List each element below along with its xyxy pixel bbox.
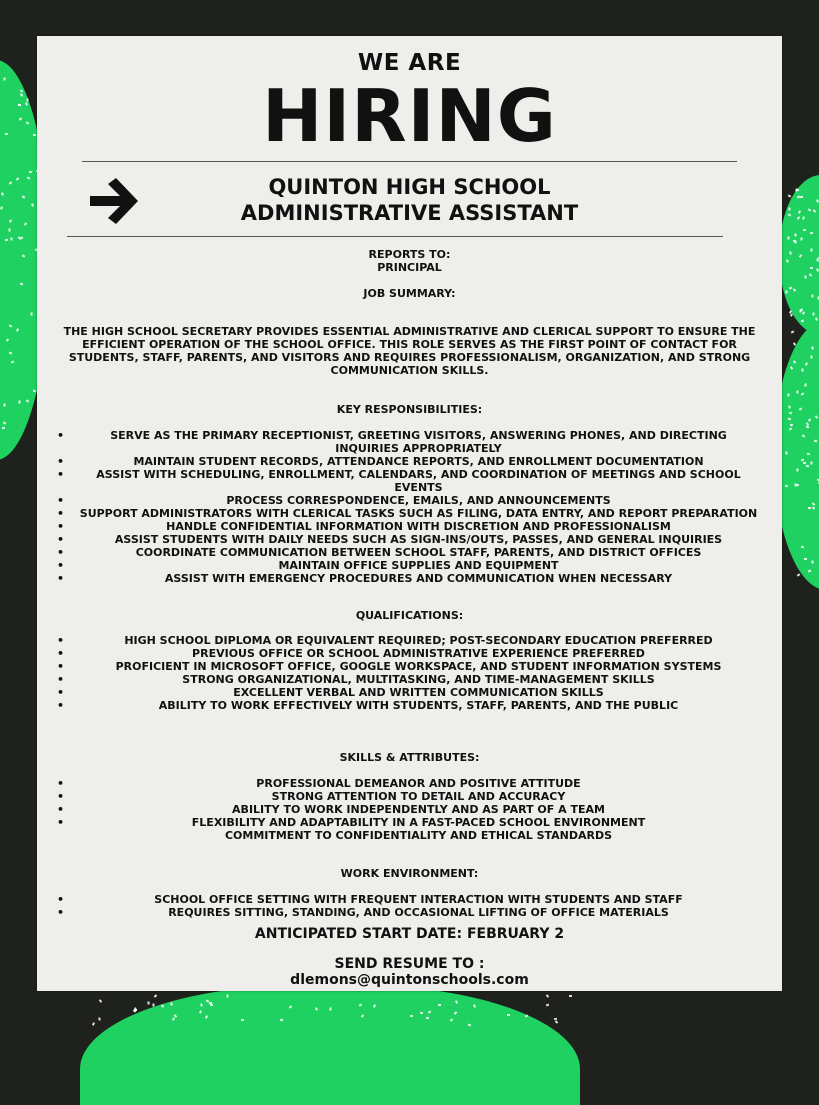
list-item: • STRONG ATTENTION TO DETAIL AND ACCURACY (37, 790, 782, 803)
speck (800, 195, 803, 197)
speck (811, 294, 813, 297)
speck (812, 312, 814, 315)
arrow-right-icon (90, 176, 145, 226)
work-environment-list (37, 893, 782, 919)
list-item: • PROFICIENT IN MICROSOFT OFFICE, GOOGLE WORKSPACE, AND STUDENT INFORMATION SYSTEMS (37, 660, 782, 673)
speck (794, 483, 797, 486)
list-item: • PROCESS CORRESPONDENCE, EMAILS, AND ANNOUNCEMENTS (37, 494, 782, 507)
speck (801, 369, 803, 372)
list-item: • HANDLE CONFIDENTIAL INFORMATION WITH DISCRETION AND PROFESSIONALISM (37, 520, 782, 533)
list-item: • ASSIST STUDENTS WITH DAILY NEEDS SUCH AS SIGN-INS/OUTS, PASSES, AND GENERAL INQUIRIES (37, 533, 782, 546)
speck (787, 236, 789, 239)
divider-bottom (67, 236, 723, 237)
start-date: ANTICIPATED START DATE: FEBRUARY 2 (37, 926, 782, 942)
speck (546, 994, 549, 998)
speck (792, 239, 795, 241)
speck (796, 189, 799, 191)
speck (554, 1020, 558, 1023)
speck (803, 229, 806, 231)
speck (92, 1023, 95, 1027)
speck (811, 346, 814, 349)
speck (785, 451, 787, 454)
speck (545, 1003, 549, 1006)
speck (30, 313, 32, 316)
list-item: • FLEXIBILITY AND ADAPTABILITY IN A FAST-PACED SCHOOL ENVIRONMENT (37, 816, 782, 829)
speck (473, 1004, 476, 1008)
speck (154, 995, 158, 999)
speck (788, 194, 792, 197)
list-item: • MAINTAIN STUDENT RECORDS, ATTENDANCE REPORTS, AND ENROLLMENT DOCUMENTATION (37, 455, 782, 468)
school-name: QUINTON HIGH SCHOOL (187, 174, 632, 200)
speck (241, 1019, 244, 1021)
we-are-heading: WE ARE (37, 50, 782, 76)
speck (788, 207, 790, 210)
skills-list (37, 777, 782, 842)
list-item: • PROFESSIONAL DEMEANOR AND POSITIVE ATTITUDE (37, 777, 782, 790)
speck (148, 1002, 150, 1005)
job-summary-text: THE HIGH SCHOOL SECRETARY PROVIDES ESSENTIAL ADMINISTRATIVE AND CLERICAL SUPPORT TO ENSURE THE EFFICIENT OPERATION OF THE SCHOOL OFFICE. THIS ROLE SERVES AS THE FIRST POINT OF CONTACT FOR STUDENTS, STAFF, PARENTS, AND VISITORS AND REQUIRES PROFESSIONALISM, ORGANIZATION, AND STRONG COMMUNICATION SKILLS. (57, 325, 762, 377)
speck (5, 239, 8, 241)
list-item: • PREVIOUS OFFICE OR SCHOOL ADMINISTRATIVE EXPERIENCE PREFERRED (37, 647, 782, 660)
speck (10, 238, 12, 241)
speck (810, 355, 812, 358)
list-item: • ASSIST WITH SCHEDULING, ENROLLMENT, CALENDARS, AND COORDINATION OF MEETINGS AND SCHOOL EVENTS (37, 468, 782, 494)
list-item: COMMITMENT TO CONFIDENTIALITY AND ETHICAL STANDARDS (37, 829, 782, 842)
speck (5, 133, 8, 135)
list-item: • ABILITY TO WORK EFFECTIVELY WITH STUDENTS, STAFF, PARENTS, AND THE PUBLIC (37, 699, 782, 712)
speck (99, 999, 102, 1003)
list-item: • SERVE AS THE PRIMARY RECEPTIONIST, GREETING VISITORS, ANSWERING PHONES, AND DIRECTING INQUIRIES APPROPRIATELY (37, 429, 782, 455)
speck (806, 465, 809, 467)
work-environment-heading: WORK ENVIRONMENT: (37, 867, 782, 880)
speck (33, 134, 36, 136)
speck (816, 199, 819, 202)
speck (2, 427, 5, 429)
job-title: ADMINISTRATIVE ASSISTANT (187, 200, 632, 226)
green-blob-bottom (80, 985, 580, 1105)
divider-top (82, 161, 737, 162)
speck (569, 995, 572, 997)
list-item: • ASSIST WITH EMERGENCY PROCEDURES AND COMMUNICATION WHEN NECESSARY (37, 572, 782, 585)
speck (808, 507, 811, 509)
speck (172, 1017, 175, 1020)
reports-to-label: REPORTS TO: (37, 248, 782, 261)
list-item: • ABILITY TO WORK INDEPENDENTLY AND AS PART OF A TEAM (37, 803, 782, 816)
list-item: • SUPPORT ADMINISTRATORS WITH CLERICAL TASKS SUCH AS FILING, DATA ENTRY, AND REPORT PREPARATION (37, 507, 782, 520)
responsibilities-list (37, 429, 782, 585)
list-item: • EXCELLENT VERBAL AND WRITTEN COMMUNICATION SKILLS (37, 686, 782, 699)
skills-heading: SKILLS & ATTRIBUTES: (37, 751, 782, 764)
list-item: • REQUIRES SITTING, STANDING, AND OCCASIONAL LIFTING OF OFFICE MATERIALS (37, 906, 782, 919)
speck (8, 229, 10, 232)
speck (98, 1017, 101, 1020)
list-item: • MAINTAIN OFFICE SUPPLIES AND EQUIPMENT (37, 559, 782, 572)
speck (787, 394, 789, 397)
qualifications-list (37, 634, 782, 712)
speck (27, 176, 31, 179)
speck (796, 574, 800, 577)
reports-to-value: PRINCIPAL (37, 261, 782, 274)
contact-email[interactable]: dlemons@quintonschools.com (37, 972, 782, 988)
responsibilities-heading: KEY RESPONSIBILITIES: (37, 403, 782, 416)
speck (800, 237, 802, 240)
speck (507, 1014, 510, 1016)
speck (816, 268, 819, 271)
list-item: • STRONG ORGANIZATIONAL, MULTITASKING, AND TIME-MANAGEMENT SKILLS (37, 673, 782, 686)
speck (27, 99, 29, 102)
job-summary-heading: JOB SUMMARY: (37, 287, 782, 300)
list-item: • COORDINATE COMMUNICATION BETWEEN SCHOOL STAFF, PARENTS, AND DISTRICT OFFICES (37, 546, 782, 559)
qualifications-heading: QUALIFICATIONS: (37, 609, 782, 622)
list-item: • HIGH SCHOOL DIPLOMA OR EQUIVALENT REQUIRED; POST-SECONDARY EDUCATION PREFERRED (37, 634, 782, 647)
speck (18, 104, 21, 106)
list-item: • SCHOOL OFFICE SETTING WITH FREQUENT INTERACTION WITH STUDENTS AND STAFF (37, 893, 782, 906)
send-resume-label: SEND RESUME TO : (37, 956, 782, 972)
flyer-paper (37, 36, 782, 991)
speck (200, 1003, 203, 1007)
speck (329, 1007, 331, 1010)
speck (789, 251, 792, 254)
speck (811, 560, 813, 563)
hiring-heading: HIRING (37, 76, 782, 156)
speck (790, 330, 794, 333)
speck (796, 390, 798, 393)
